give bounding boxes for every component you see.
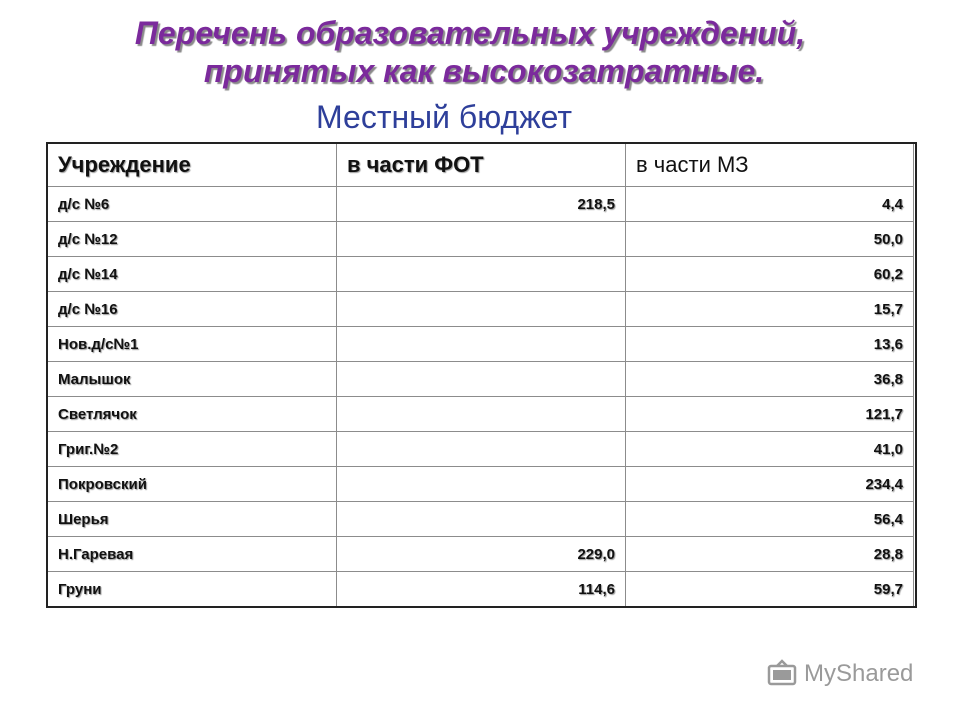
cell-fot [337,362,626,397]
title-line-1: Перечень образовательных учреждений, [134,15,806,51]
table-row [48,572,914,607]
cell-fot: 218,5 [337,187,626,222]
cell-institution: д/с №12 [48,222,337,257]
cell-mz: 59,7 [626,572,914,607]
header-mz: в части МЗ [626,144,914,187]
table-row [48,432,914,467]
cell-institution: д/с №6 [48,187,337,222]
institutions-table [47,143,914,607]
myshared-logo-icon [766,659,800,689]
cell-institution: Малышок [48,362,337,397]
subtitle: Местный бюджет [316,99,572,135]
cell-fot [337,432,626,467]
cell-mz: 36,8 [626,362,914,397]
cell-institution: д/с №16 [48,292,337,327]
cell-institution: Шерья [48,502,337,537]
cell-institution: Груни [48,572,337,607]
cell-mz: 234,4 [626,467,914,502]
cell-institution: Покровский [48,467,337,502]
cell-institution: д/с №14 [48,257,337,292]
table-row [48,397,914,432]
table-row [48,292,914,327]
cell-mz: 121,7 [626,397,914,432]
cell-fot [337,327,626,362]
header-institution: Учреждение [48,144,337,187]
watermark [766,656,913,692]
cell-mz: 50,0 [626,222,914,257]
table-row [48,467,914,502]
table-row [48,327,914,362]
cell-mz: 15,7 [626,292,914,327]
cell-mz: 56,4 [626,502,914,537]
cell-fot [337,257,626,292]
watermark-text: MyShared [804,660,914,687]
title-line-2: принятых как высокозатратные. [203,53,765,89]
cell-fot: 114,6 [337,572,626,607]
cell-fot [337,502,626,537]
cell-fot [337,397,626,432]
cell-institution: Григ.№2 [48,432,337,467]
cell-fot [337,292,626,327]
table-row [48,257,914,292]
cell-institution: Н.Гаревая [48,537,337,572]
cell-fot: 229,0 [337,537,626,572]
table-row [48,502,914,537]
table-row [48,537,914,572]
cell-institution: Светлячок [48,397,337,432]
header-fot: в части ФОТ [337,144,626,187]
cell-mz: 28,8 [626,537,914,572]
cell-institution: Нов.д/с№1 [48,327,337,362]
table-row [48,222,914,257]
slide-title [0,14,960,90]
table-row [48,187,914,222]
cell-mz: 60,2 [626,257,914,292]
cell-mz: 4,4 [626,187,914,222]
table-row [48,362,914,397]
cell-mz: 41,0 [626,432,914,467]
cell-mz: 13,6 [626,327,914,362]
table-header-row [48,144,914,187]
cell-fot [337,222,626,257]
cell-fot [337,467,626,502]
